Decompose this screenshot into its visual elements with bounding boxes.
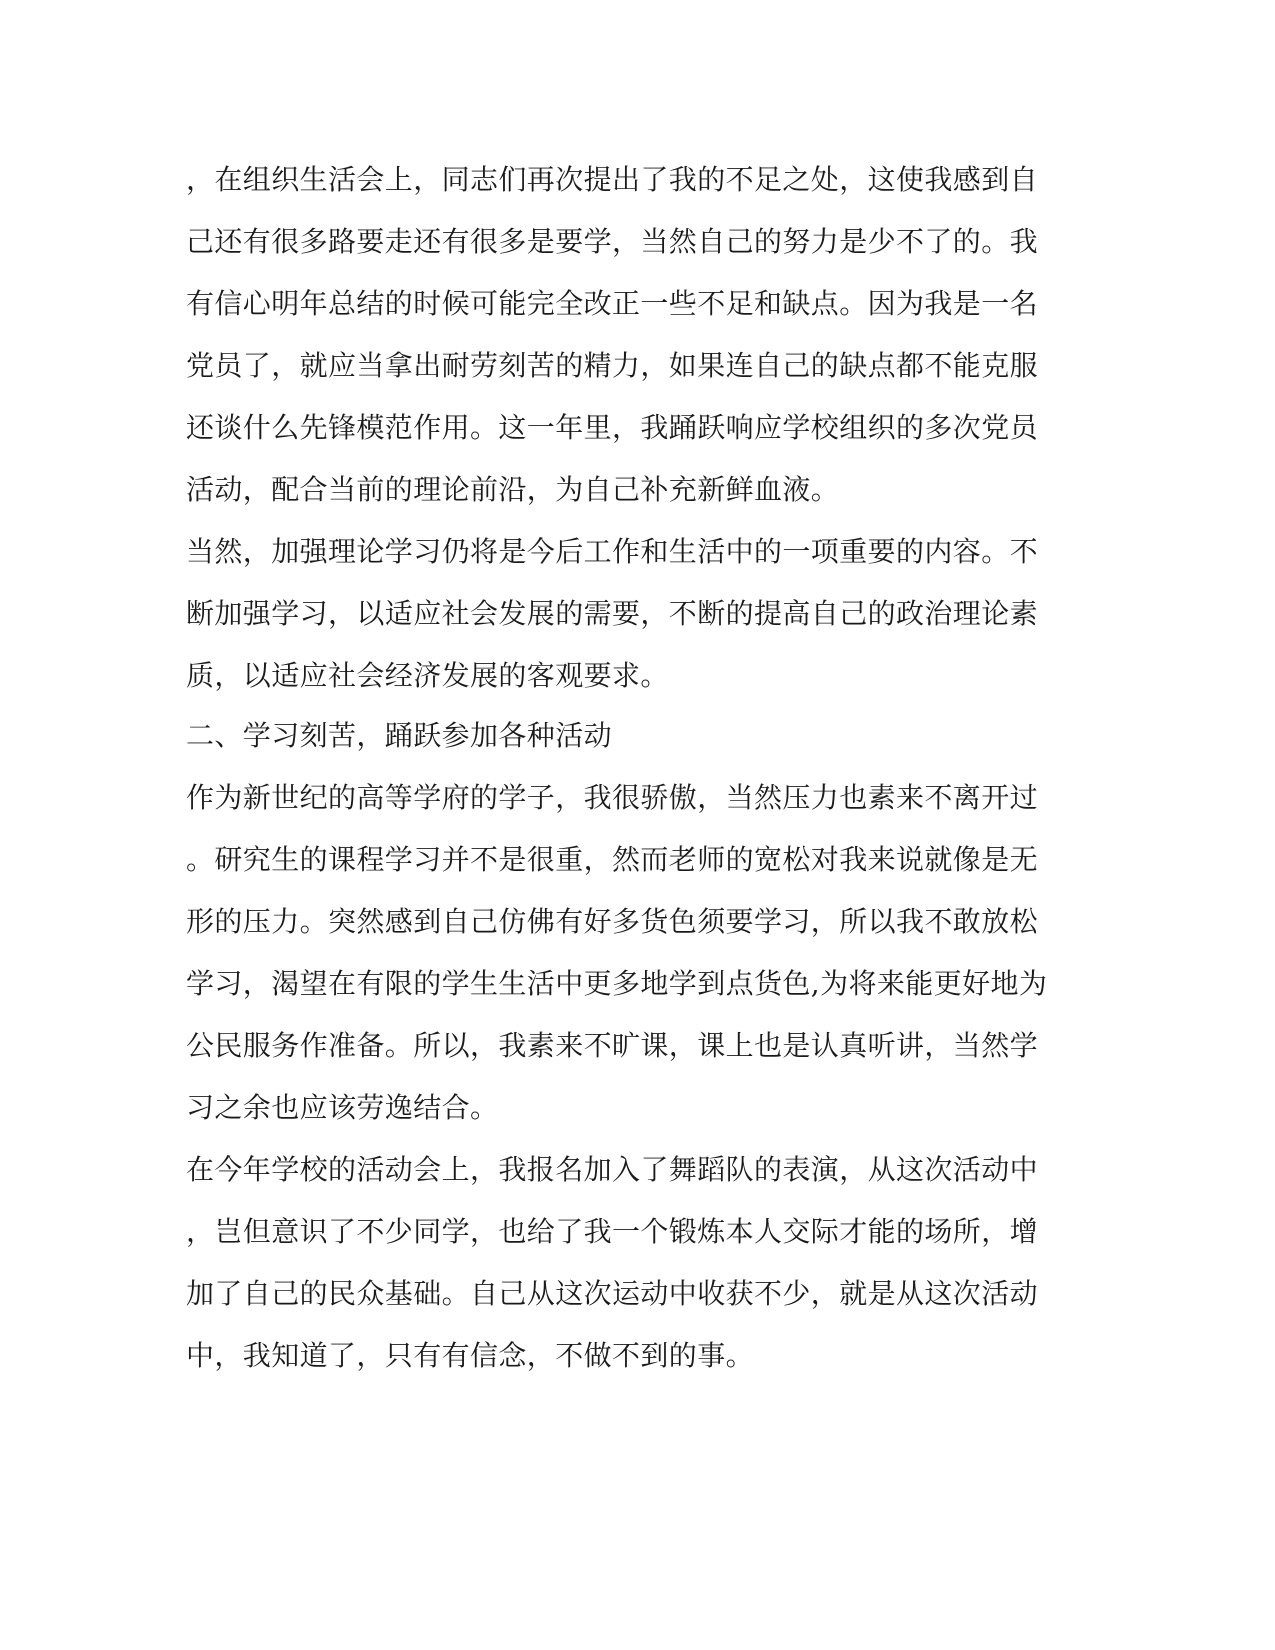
section-heading: 二、学习刻苦，踊跃参加各种活动 <box>186 719 613 752</box>
text-line: 学习，渴望在有限的学生生活中更多地学到点货色,为将来能更好地为 <box>186 967 1048 1000</box>
text-line: 己还有很多路要走还有很多是要学，当然自己的努力是少不了的。我 <box>186 225 1039 258</box>
text-line: 中，我知道了，只有有信念，不做不到的事。 <box>186 1339 755 1372</box>
text-line: 习之余也应该劳逸结合。 <box>186 1091 499 1124</box>
text-line: 加了自己的民众基础。自己从这次运动中收获不少，就是从这次活动 <box>186 1277 1039 1310</box>
text-line: 当然，加强理论学习仍将是今后工作和生活中的一项重要的内容。不 <box>186 535 1039 568</box>
text-line: ，岂但意识了不少同学，也给了我一个锻炼本人交际才能的场所，增 <box>186 1215 1039 1248</box>
text-line: 形的压力。突然感到自己仿佛有好多货色须要学习，所以我不敢放松 <box>186 905 1039 938</box>
text-line: 有信心明年总结的时候可能完全改正一些不足和缺点。因为我是一名 <box>186 287 1039 320</box>
text-line: ，在组织生活会上，同志们再次提出了我的不足之处，这使我感到自 <box>186 163 1039 196</box>
text-line: 还谈什么先锋模范作用。这一年里，我踊跃响应学校组织的多次党员 <box>186 411 1039 444</box>
text-line: 在今年学校的活动会上，我报名加入了舞蹈队的表演，从这次活动中 <box>186 1153 1039 1186</box>
text-line: 公民服务作准备。所以，我素来不旷课，课上也是认真听讲，当然学 <box>186 1029 1039 1062</box>
text-line: 断加强学习，以适应社会发展的需要，不断的提高自己的政治理论素 <box>186 597 1039 630</box>
text-line: 活动，配合当前的理论前沿，为自己补充新鲜血液。 <box>186 473 840 506</box>
text-line: 作为新世纪的高等学府的学子，我很骄傲，当然压力也素来不离开过 <box>186 781 1039 814</box>
text-line: 质，以适应社会经济发展的客观要求。 <box>186 659 669 692</box>
text-line: 。研究生的课程学习并不是很重，然而老师的宽松对我来说就像是无 <box>186 843 1039 876</box>
text-line: 党员了，就应当拿出耐劳刻苦的精力，如果连自己的缺点都不能克服 <box>186 349 1039 382</box>
